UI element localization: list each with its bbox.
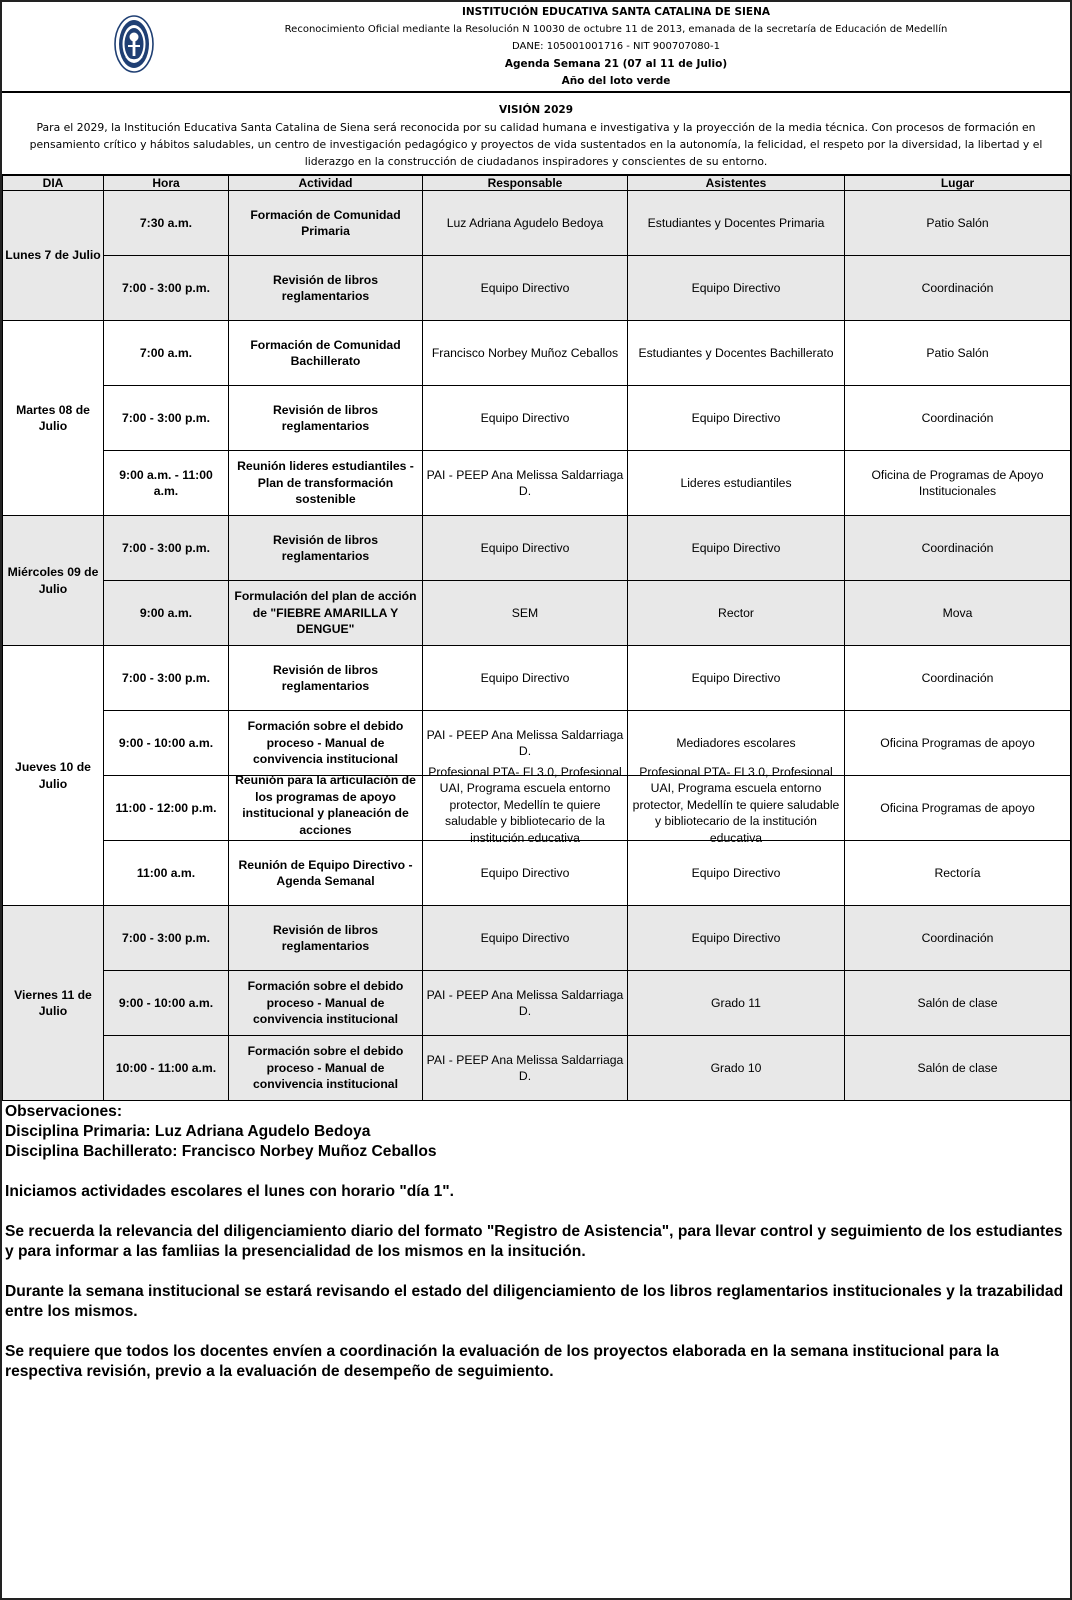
activity-text: Reunión para la articulación de los programas de apoyo institucional y planeación de acciones (235, 773, 416, 837)
activity-cell: Revisión de libros reglamentarios (229, 256, 423, 321)
table-row (3, 906, 1071, 971)
responsible-cell: PAI - PEEP Ana Melissa Saldarriaga D. (423, 1036, 628, 1101)
table-row (3, 386, 1071, 451)
observations-section (2, 1101, 1070, 1383)
responsible-cell: SEM (423, 581, 628, 646)
hour-cell: 9:00 - 10:00 a.m. (104, 971, 229, 1036)
place-cell: Oficina Programas de apoyo (845, 711, 1071, 776)
hour-cell: 7:00 - 3:00 p.m. (104, 646, 229, 711)
table-row (3, 451, 1071, 516)
activity-cell: Reunión de Equipo Directivo - Agenda Semanal (229, 841, 423, 906)
dane-line: DANE: 105001001716 - NIT 900707080-1 (512, 41, 720, 53)
attendees-text: Profesional PTA- FI 3.0, Profesional UAI, Programa escuela entorno protector, Medellín te quiere saludable y bibliotecario de la institución educativa (632, 764, 840, 845)
responsible-cell: Equipo Directivo (423, 906, 628, 971)
observations-title: Observaciones: (5, 1103, 123, 1120)
attendees-cell: Equipo Directivo (628, 516, 845, 581)
table-row (3, 581, 1071, 646)
activity-cell: Revisión de libros reglamentarios (229, 646, 423, 711)
observation-paragraph: Iniciamos actividades escolares el lunes con horario "día 1". (5, 1183, 454, 1200)
attendees-cell: Estudiantes y Docentes Bachillerato (628, 321, 845, 386)
attendees-cell: Grado 10 (628, 1036, 845, 1101)
day-cell: Jueves 10 de Julio (3, 646, 104, 906)
activity-cell: Reunión lideres estudiantiles - Plan de transformación sostenible (229, 451, 423, 516)
responsible-text: Profesional PTA- FI 3.0, Profesional UAI, Programa escuela entorno protector, Medellín te quiere saludable y bibliotecario de la institución educativa (428, 764, 622, 845)
responsible-cell: Luz Adriana Agudelo Bedoya (423, 191, 628, 256)
activity-cell: Formación de Comunidad Bachillerato (229, 321, 423, 386)
responsible-cell: PAI - PEEP Ana Melissa Saldarriaga D. (423, 451, 628, 516)
responsible-cell: Equipo Directivo (423, 516, 628, 581)
hour-cell: 7:00 - 3:00 p.m. (104, 386, 229, 451)
table-row (3, 776, 1071, 841)
attendees-cell: Equipo Directivo (628, 841, 845, 906)
day-cell: Miércoles 09 de Julio (3, 516, 104, 646)
vision-section (2, 93, 1070, 175)
recognition-line: Reconocimiento Oficial mediante la Resolución N 10030 de octubre 11 de 2013, emanada de la secretaría de Educación de Medellín (284, 24, 948, 36)
responsible-cell: PAI - PEEP Ana Melissa Saldarriaga D. (423, 971, 628, 1036)
table-row (3, 841, 1071, 906)
attendees-cell: Lideres estudiantiles (628, 451, 845, 516)
hour-cell: 7:00 - 3:00 p.m. (104, 256, 229, 321)
attendees-cell: Mediadores escolares (628, 711, 845, 776)
column-header: Hora (104, 176, 229, 191)
hour-cell: 7:00 - 3:00 p.m. (104, 516, 229, 581)
place-cell: Coordinación (845, 256, 1071, 321)
place-cell: Coordinación (845, 516, 1071, 581)
column-header: Responsable (423, 176, 628, 191)
header-text-block (162, 4, 1070, 90)
year-motto: Año del loto verde (561, 74, 671, 87)
table-row (3, 971, 1071, 1036)
attendees-cell: Rector (628, 581, 845, 646)
responsible-cell (423, 764, 628, 845)
responsible-cell: Francisco Norbey Muñoz Ceballos (423, 321, 628, 386)
activity-cell: Formación sobre el debido proceso - Manual de convivencia institucional (229, 711, 423, 776)
hour-cell: 7:30 a.m. (104, 191, 229, 256)
place-cell: Coordinación (845, 646, 1071, 711)
attendees-cell: Equipo Directivo (628, 906, 845, 971)
hour-cell: 9:00 a.m. - 11:00 a.m. (104, 451, 229, 516)
place-cell: Mova (845, 581, 1071, 646)
activity-cell (229, 773, 423, 841)
responsible-cell: Equipo Directivo (423, 386, 628, 451)
place-cell: Oficina Programas de apoyo (845, 776, 1071, 841)
place-cell: Patio Salón (845, 321, 1071, 386)
place-cell: Salón de clase (845, 1036, 1071, 1101)
attendees-cell: Equipo Directivo (628, 256, 845, 321)
activity-cell: Formación de Comunidad Primaria (229, 191, 423, 256)
attendees-cell: Equipo Directivo (628, 646, 845, 711)
agenda-title: Agenda Semana 21 (07 al 11 de Julio) (504, 57, 728, 70)
place-cell: Patio Salón (845, 191, 1071, 256)
activity-cell: Revisión de libros reglamentarios (229, 906, 423, 971)
responsible-cell: Equipo Directivo (423, 841, 628, 906)
day-cell: Martes 08 de Julio (3, 321, 104, 516)
place-cell: Coordinación (845, 386, 1071, 451)
table-row (3, 321, 1071, 386)
observation-paragraph: Se requiere que todos los docentes envíen a coordinación la evaluación de los proyectos elaborada en la semana institucional para la respectiva revisión, previo a la evaluación de desempeño de seguimiento. (5, 1343, 999, 1380)
day-cell: Viernes 11 de Julio (3, 906, 104, 1101)
place-cell: Salón de clase (845, 971, 1071, 1036)
school-seal-icon (114, 15, 154, 73)
day-cell: Lunes 7 de Julio (3, 191, 104, 321)
column-header: Lugar (845, 176, 1071, 191)
table-row (3, 256, 1071, 321)
table-row (3, 1036, 1071, 1101)
attendees-cell: Estudiantes y Docentes Primaria (628, 191, 845, 256)
document-header (2, 2, 1070, 93)
hour-cell: 9:00 a.m. (104, 581, 229, 646)
vision-title: VISIÓN 2029 (498, 104, 574, 116)
responsible-cell: Equipo Directivo (423, 256, 628, 321)
institution-name: INSTITUCIÓN EDUCATIVA SANTA CATALINA DE SIENA (461, 6, 771, 18)
observation-line: Disciplina Bachillerato: Francisco Norbey Muñoz Ceballos (5, 1143, 437, 1160)
hour-cell: 7:00 a.m. (104, 321, 229, 386)
responsible-cell: PAI - PEEP Ana Melissa Saldarriaga D. (423, 711, 628, 776)
responsible-cell: Equipo Directivo (423, 646, 628, 711)
hour-cell: 11:00 a.m. (104, 841, 229, 906)
activity-cell: Revisión de libros reglamentarios (229, 516, 423, 581)
hour-cell: 7:00 - 3:00 p.m. (104, 906, 229, 971)
hour-cell: 11:00 - 12:00 p.m. (104, 776, 229, 841)
hour-cell: 9:00 - 10:00 a.m. (104, 711, 229, 776)
place-cell: Rectoría (845, 841, 1071, 906)
column-header: DIA (3, 176, 104, 191)
activity-cell: Revisión de libros reglamentarios (229, 386, 423, 451)
agenda-table (2, 175, 1071, 1101)
observation-line: Disciplina Primaria: Luz Adriana Agudelo Bedoya (5, 1123, 371, 1140)
attendees-cell: Equipo Directivo (628, 386, 845, 451)
place-cell: Coordinación (845, 906, 1071, 971)
column-header: Actividad (229, 176, 423, 191)
table-row (3, 191, 1071, 256)
place-cell: Oficina de Programas de Apoyo Institucionales (845, 451, 1071, 516)
observation-paragraph: Se recuerda la relevancia del diligenciamiento diario del formato "Registro de Asistencia", para llevar control y seguimiento de los estudiantes y para informar a las famliias la presencialidad de los mismos en la insitución. (5, 1223, 1063, 1260)
observation-paragraph: Durante la semana institucional se estará revisando el estado del diligenciamiento de los libros reglamentarios institucionales y la trazabilidad entre los mismos. (5, 1283, 1064, 1320)
vision-text: Para el 2029, la Institución Educativa Santa Catalina de Siena será reconocida por su calidad humana e investigativa y la proyección de la media técnica. Con procesos de formación en pensamiento crítico y hábitos saludables, un centro de investigación pedagógico y proyectos de vida sustentados en la autonomía, la felicidad, el respeto por la diversidad, la libertad y el liderazgo en la construcción de ciudadanos inspiradores y conscientes de su entorno. (29, 121, 1043, 168)
table-header-row (3, 176, 1071, 191)
activity-cell: Formación sobre el debido proceso - Manual de convivencia institucional (229, 1036, 423, 1101)
attendees-cell (628, 764, 845, 845)
table-row (3, 646, 1071, 711)
activity-cell: Formación sobre el debido proceso - Manual de convivencia institucional (229, 971, 423, 1036)
table-row (3, 516, 1071, 581)
hour-cell: 10:00 - 11:00 a.m. (104, 1036, 229, 1101)
attendees-cell: Grado 11 (628, 971, 845, 1036)
column-header: Asistentes (628, 176, 845, 191)
activity-cell: Formulación del plan de acción de "FIEBRE AMARILLA Y DENGUE" (229, 581, 423, 646)
